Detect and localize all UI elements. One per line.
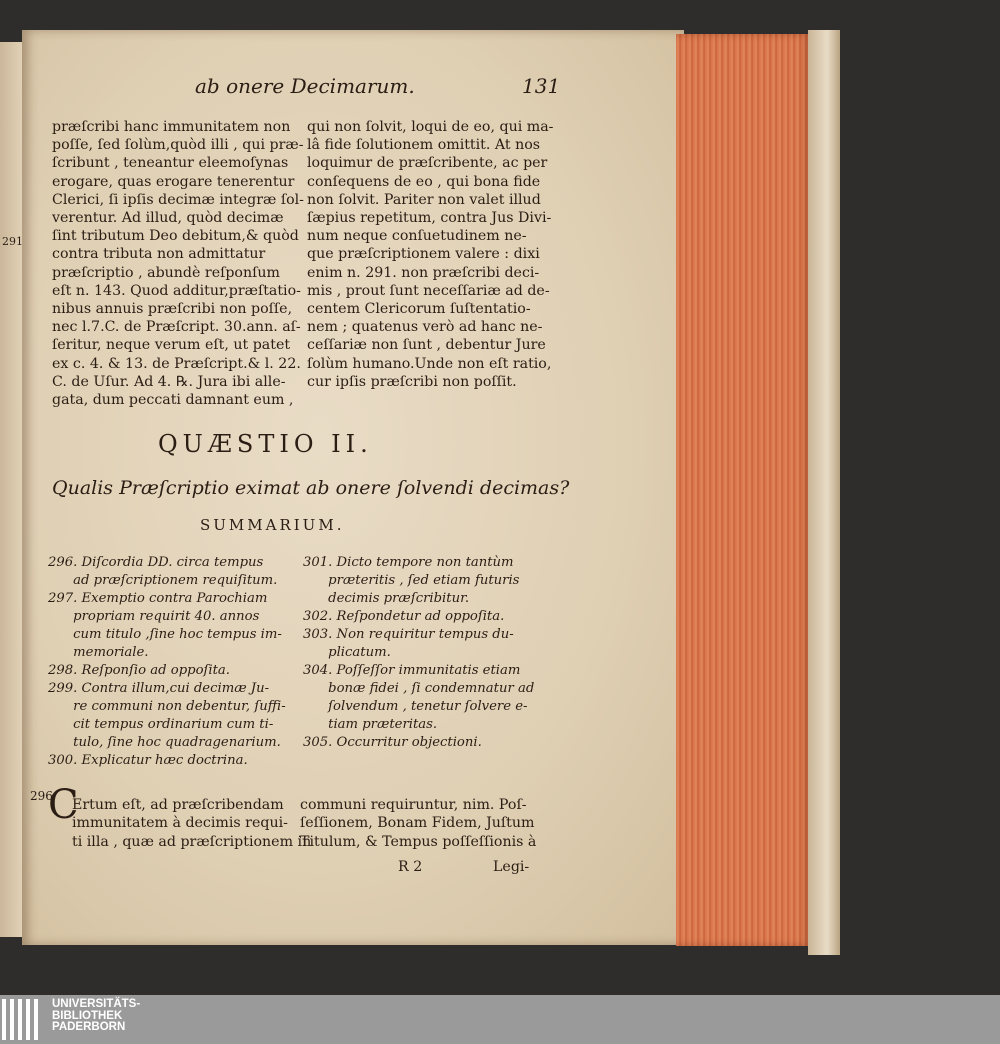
text-line: verentur. Ad illud, quòd decimæ (52, 210, 284, 226)
text-line: 303. Non requiritur tempus du- (303, 627, 514, 642)
summarium-heading: SUMMARIUM. (200, 516, 345, 534)
text-line: que præſcriptionem valere : dixi (307, 246, 540, 263)
text-line: poſſe, ſed ſolùm,quòd illi , qui præ- (52, 137, 304, 154)
text-line: nec l.7.C. de Præſcript. 30.ann. aſ- (52, 319, 301, 336)
text-line: præſcriptio , abundè reſponſum (52, 264, 280, 281)
text-line: ſeritur, neque verum eſt, ut patet (52, 337, 291, 354)
text-line: 305. Occurritur objectioni. (303, 735, 482, 750)
library-footer (0, 995, 1000, 1044)
text-line: ſæpius repetitum, contra Jus Divi- (307, 210, 552, 226)
drop-cap: C (48, 782, 79, 828)
text-line: tulo, ſine hoc quadragenarium. (48, 735, 281, 750)
running-head: ab onere Decimarum. (195, 74, 415, 98)
text-line: num neque conſuetudinem ne- (307, 228, 527, 245)
signature-mark: R 2 (398, 859, 423, 875)
text-line: Ertum eſt, ad præſcribendam (72, 797, 284, 813)
left-margin-number: 291 (2, 235, 23, 248)
question-subtitle: Qualis Præſcriptio eximat ab onere ſolvendi decimas? (52, 477, 570, 499)
text-line: 298. Reſponſio ad oppoſita. (48, 663, 230, 678)
text-line: ſint tributum Deo debitum,& quòd (52, 228, 299, 245)
text-line: ſeſſionem, Bonam Fidem, Juſtum (300, 815, 535, 832)
text-line: cum titulo ,ſine hoc tempus im- (48, 627, 282, 642)
question-title: QUÆSTIO II. (158, 430, 373, 458)
text-line: 296. Diſcordia DD. circa tempus (48, 555, 264, 570)
text-line: contra tributa non admittatur (52, 246, 266, 263)
logo-line-3: PADERBORN (52, 1021, 126, 1033)
text-line: enim n. 291. non præſcribi deci- (307, 264, 540, 281)
text-line: bonæ fidei , ſi condemnatur ad (303, 681, 535, 696)
left-page-edge (0, 42, 24, 937)
text-line: propriam requirit 40. annos (48, 609, 260, 624)
red-page-edges (676, 34, 812, 946)
text-line: ſcribunt , teneantur eleemoſynas (52, 155, 289, 172)
text-line: lâ fide ſolutionem omittit. At nos (307, 137, 541, 154)
text-line: Titulum, & Tempus poſſeſſionis à (300, 833, 537, 850)
paragraph-margin-number: 296 (30, 789, 53, 803)
text-line: cit tempus ordinarium cum ti- (48, 717, 274, 732)
text-line: eſt n. 143. Quod additur,præſtatio- (52, 282, 301, 299)
text-line: mis , prout ſunt neceſſariæ ad de- (307, 282, 550, 299)
text-line: 297. Exemptio contra Parochiam (48, 591, 268, 606)
text-line: ti illa , quæ ad præſcriptionem in (72, 833, 312, 850)
text-line: loquimur de præſcribente, ac per (307, 155, 548, 172)
text-line: ex c. 4. & 13. de Præſcript.& l. 22. (52, 355, 301, 372)
text-line: memoriale. (48, 645, 149, 660)
text-line: 302. Reſpondetur ad oppoſita. (303, 609, 505, 624)
text-line: nem ; quatenus verò ad hanc ne- (307, 319, 543, 336)
text-line: conſequens de eo , qui bona fide (307, 173, 541, 190)
catchword: Legi- (493, 859, 530, 875)
text-line: decimis præſcribitur. (303, 591, 470, 606)
text-line: ad præſcriptionem requiſitum. (48, 573, 278, 588)
text-line: plicatum. (303, 645, 391, 660)
text-line: C. de Uſur. Ad 4. ℞. Jura ibi alle- (52, 373, 286, 390)
text-line: præſcribi hanc immunitatem non (52, 119, 291, 135)
book-cover-rim (808, 30, 840, 955)
page-number: 131 (522, 74, 561, 98)
text-line: qui non ſolvit, loqui de eo, qui ma- (307, 119, 554, 135)
text-line: erogare, quas erogare tenerentur (52, 173, 295, 190)
logo-line-2: BIBLIOTHEK (52, 1009, 123, 1022)
text-line: Clerici, ſi ipſis decimæ integræ ſol- (52, 191, 304, 208)
library-logo-text (52, 999, 140, 1034)
text-line: immunitatem à decimis requi- (72, 815, 288, 832)
text-line: cur ipſis præſcribi non poſſit. (307, 373, 517, 390)
text-line: centem Clericorum ſuſtentatio- (307, 301, 531, 317)
text-line: re communi non debentur, ſuffi- (48, 699, 286, 714)
text-line: nibus annuis præſcribi non poſſe, (52, 301, 293, 317)
library-logo-icon (0, 995, 44, 1044)
text-line: ceſſariæ non ſunt , debentur Jure (307, 337, 546, 354)
text-line: gata, dum peccati damnant eum , (52, 392, 294, 408)
text-line: 299. Contra illum,cui decimæ Ju- (48, 681, 270, 696)
text-line: 304. Poſſeſſor immunitatis etiam (303, 663, 521, 678)
logo-line-1: UNIVERSITÄTS- (52, 998, 141, 1010)
text-line: ſolùm humano.Unde non eſt ratio, (307, 355, 552, 372)
text-line: non ſolvit. Pariter non valet illud (307, 191, 541, 208)
text-line: tiam præteritas. (303, 717, 438, 732)
text-line: 300. Explicatur hæc doctrina. (48, 753, 248, 768)
text-line: ſolvendum , tenetur ſolvere e- (303, 699, 528, 714)
text-line: præteritis , ſed etiam futuris (303, 573, 520, 588)
text-line: 301. Dicto tempore non tantùm (303, 555, 514, 570)
text-line: communi requiruntur, nim. Poſ- (300, 797, 527, 813)
